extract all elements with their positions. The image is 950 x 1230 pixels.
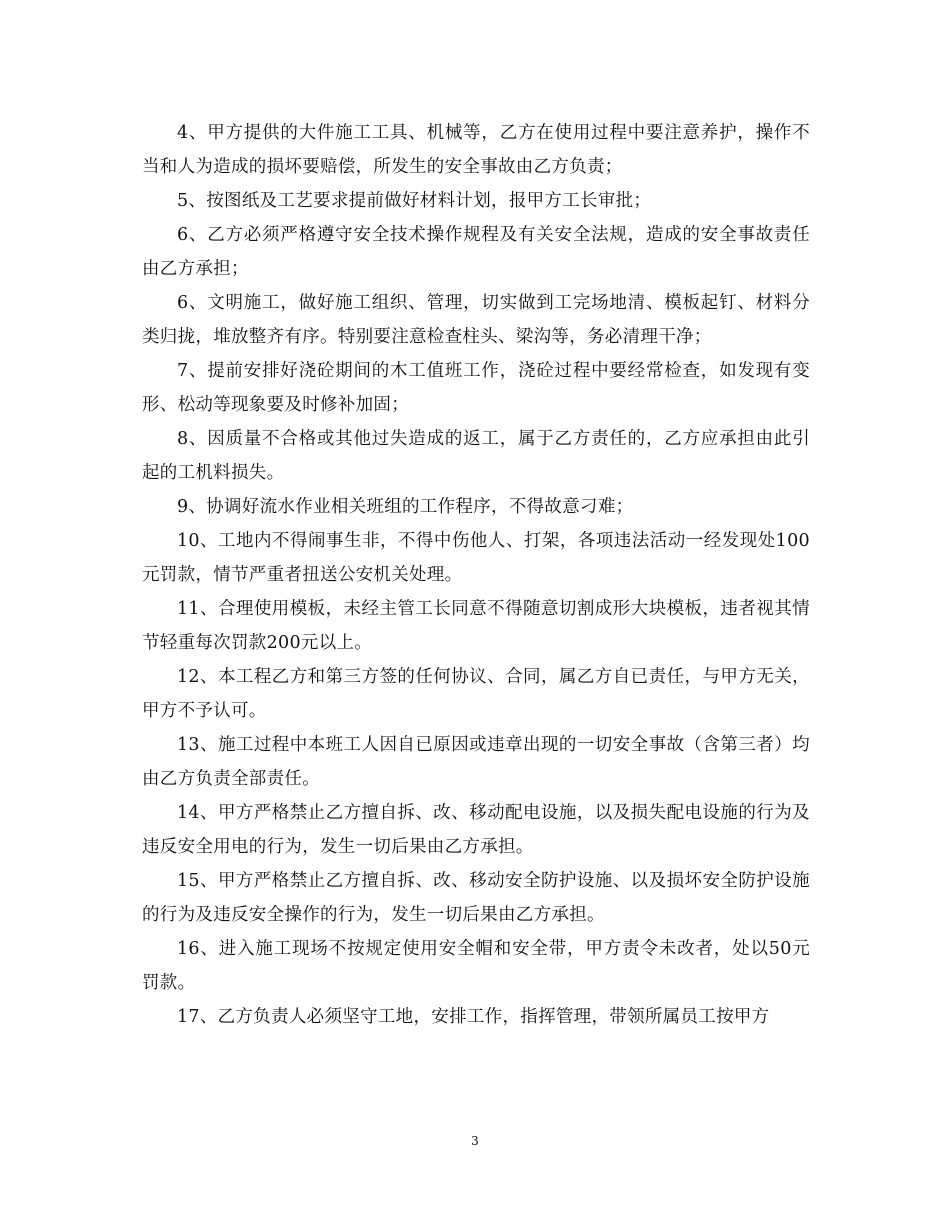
clause-paragraph: 8、因质量不合格或其他过失造成的返工，属于乙方责任的，乙方应承担由此引起的工机料损失。: [142, 429, 810, 483]
clause-paragraph: 17、乙方负责人必须坚守工地，安排工作，指挥管理，带领所属员工按甲方: [177, 1007, 770, 1027]
clause-paragraph: 11、合理使用模板，未经主管工长同意不得随意切割成形大块模板，违者视其情节轻重每次罚款200元以上。: [142, 599, 810, 653]
clause-paragraph: 12、本工程乙方和第三方签的任何协议、合同，属乙方自已责任，与甲方无关，甲方不予认可。: [142, 667, 810, 721]
page-number: 3: [471, 1134, 479, 1148]
clause-paragraph: 10、工地内不得闹事生非，不得中伤他人、打架，各项违法活动一经发现处100元罚款，情节严重者扭送公安机关处理。: [142, 531, 810, 585]
clause-paragraph: 6、乙方必须严格遵守安全技术操作规程及有关安全法规，造成的安全事故责任由乙方承担；: [142, 225, 810, 279]
clause-paragraph: 6、文明施工，做好施工组织、管理，切实做到工完场地清、模板起钉、材料分类归拢，堆放整齐有序。特别要注意检查柱头、梁沟等，务必清理干净；: [142, 293, 810, 347]
clause-paragraph: 16、进入施工现场不按规定使用安全帽和安全带，甲方责令未改者，处以50元罚款。: [142, 939, 810, 993]
clause-paragraph: 4、甲方提供的大件施工工具、机械等，乙方在使用过程中要注意养护，操作不当和人为造成的损坏要赔偿，所发生的安全事故由乙方负责；: [142, 123, 810, 177]
clause-paragraph: 5、按图纸及工艺要求提前做好材料计划，报甲方工长审批；: [177, 191, 652, 211]
clause-paragraph: 13、施工过程中本班工人因自已原因或违章出现的一切安全事故（含第三者）均由乙方负责全部责任。: [142, 735, 810, 789]
document-body: [142, 116, 810, 1034]
clause-paragraph: 9、协调好流水作业相关班组的工作程序，不得故意刁难；: [177, 497, 634, 517]
clause-paragraph: 15、甲方严格禁止乙方擅自拆、改、移动安全防护设施、以及损坏安全防护设施的行为及违反安全操作的行为，发生一切后果由乙方承担。: [142, 871, 810, 925]
clause-paragraph: 14、甲方严格禁止乙方擅自拆、改、移动配电设施，以及损失配电设施的行为及违反安全用电的行为，发生一切后果由乙方承担。: [142, 803, 810, 857]
clause-paragraph: 7、提前安排好浇砼期间的木工值班工作，浇砼过程中要经常检查，如发现有变形、松动等现象要及时修补加固；: [142, 361, 810, 415]
